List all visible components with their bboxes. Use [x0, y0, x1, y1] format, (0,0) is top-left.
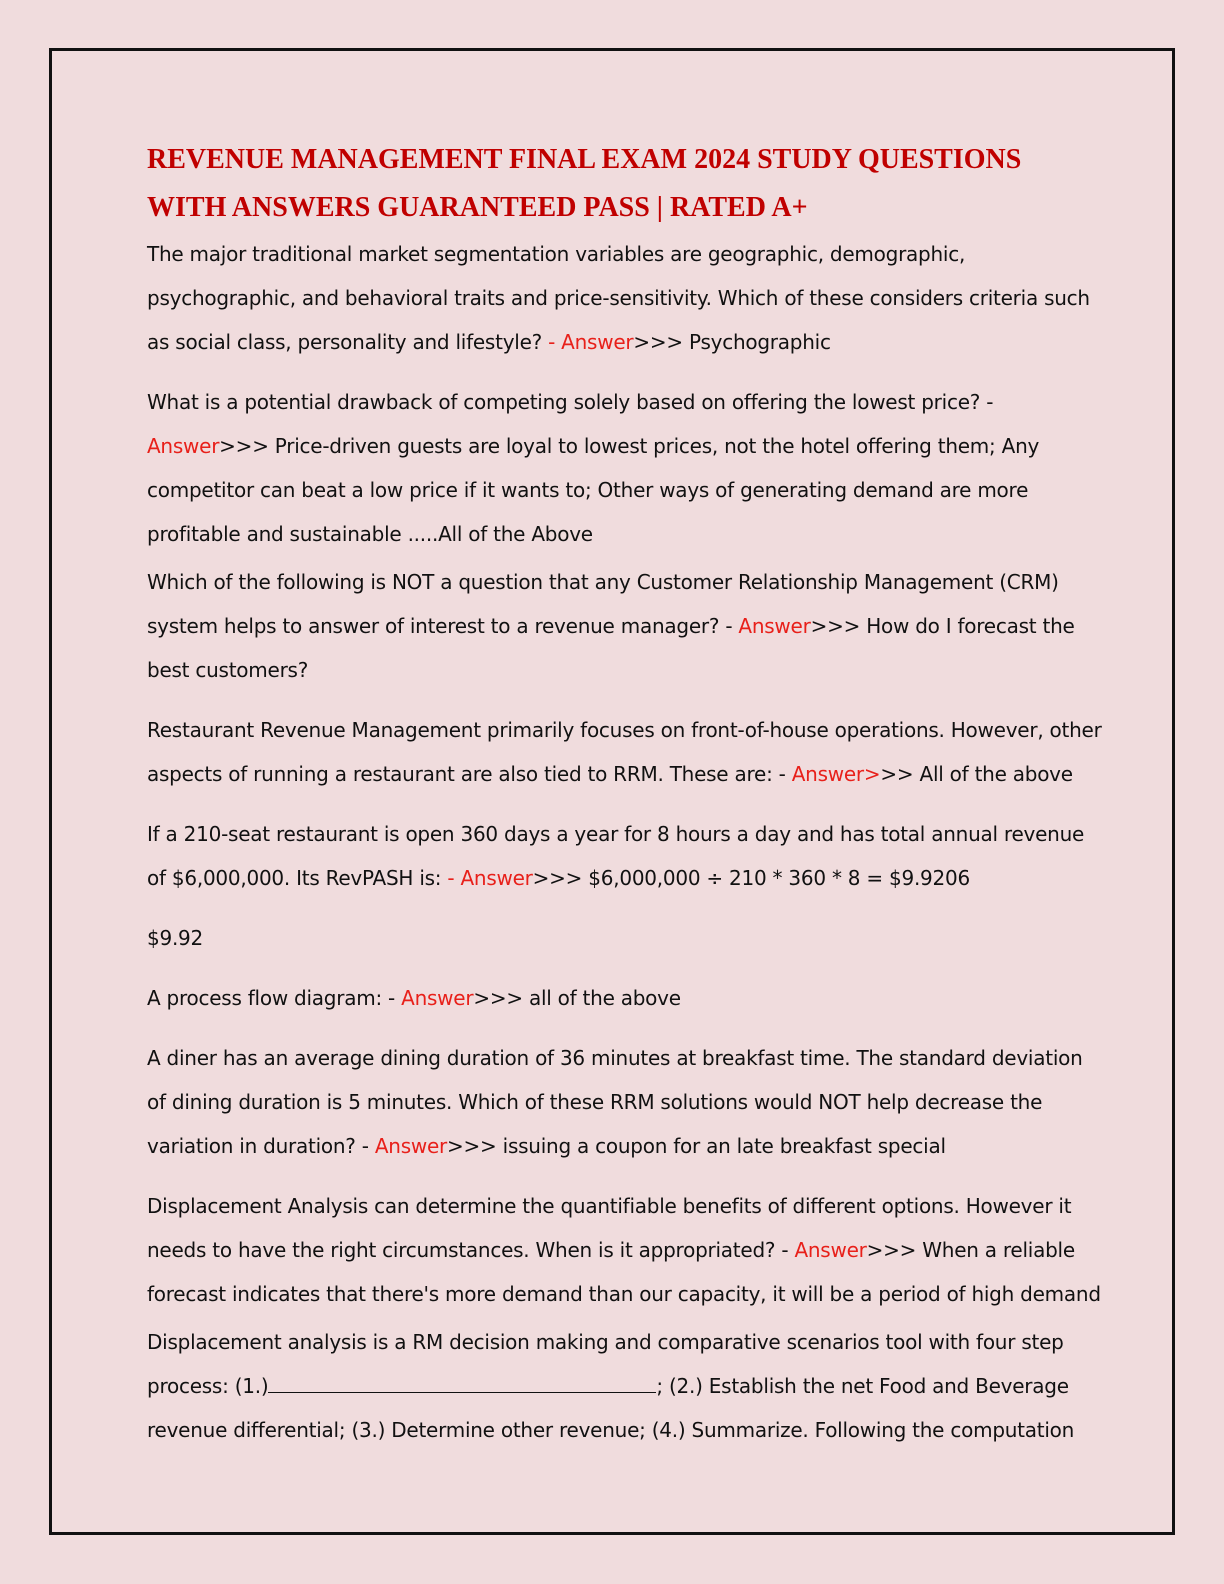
question-text: Which of the following is NOT a question that any Customer Relationship Management (CRM) system helps to answer of interest to a revenue manager? -	[147, 570, 1059, 638]
question-text: Restaurant Revenue Management primarily focuses on front-of-house operations. However, other aspects of running a restaurant are also tied to RRM. These are: -	[147, 718, 1102, 786]
answer-text: >>> When a reliable forecast indicates that there's more demand than our capacity, it will be a period of high demand	[147, 1238, 1101, 1306]
answer-text: >>> Price-driven guests are loyal to lowest prices, not the hotel offering them; Any competitor can beat a low price if it wants to; Other ways of generating demand are more profitable and sustainable .....All of the Above	[147, 434, 1040, 546]
title-line-2: WITH ANSWERS GUARANTEED PASS | RATED A+	[147, 192, 808, 223]
answer-label: Answer	[401, 986, 474, 1010]
title-line-1: REVENUE MANAGEMENT FINAL EXAM 2024 STUDY QUESTIONS	[147, 144, 1022, 175]
answer-label: - Answer	[548, 330, 634, 354]
qa-item-6	[147, 976, 1107, 1020]
qa-item-9	[147, 1320, 1107, 1452]
question-text: Displacement Analysis can determine the quantifiable benefits of different options. However it needs to have the right circumstances. When is it appropriated? -	[147, 1194, 1072, 1262]
answer-text: >>> all of the above	[473, 986, 681, 1010]
answer-text: >>> $6,000,000 ÷ 210 * 360 * 8 = $9.9206	[532, 866, 970, 890]
answer-text: >>> Psychographic	[633, 330, 831, 354]
answer-label: - Answer	[447, 866, 533, 890]
answer-label: Answer	[794, 1238, 867, 1262]
question-text: A diner has an average dining duration of 36 minutes at breakfast time. The standard deviation of dining duration is 5 minutes. Which of these RRM solutions would NOT help decrease the variation in duration? -	[147, 1046, 1083, 1158]
answer-text: >>> How do I forecast the best customers?	[147, 614, 1075, 682]
question-text: What is a potential drawback of competing solely based on offering the lowest price? -	[147, 390, 994, 414]
answer-text: >>> issuing a coupon for an late breakfast special	[447, 1134, 946, 1158]
qa-item-3	[147, 560, 1107, 692]
answer-label: Answer	[147, 434, 220, 458]
qa-item-1	[147, 232, 1107, 364]
fill-in-blank	[268, 1374, 656, 1393]
qa-item-7	[147, 1036, 1107, 1168]
document-title	[147, 136, 1107, 232]
answer-label: Answer	[738, 614, 811, 638]
answer-label: Answer>	[791, 762, 881, 786]
qa-item-4	[147, 708, 1107, 796]
question-text-start: Displacement analysis is a RM decision making and comparative scenarios tool with four step process: (1.)	[147, 1330, 1064, 1398]
standalone-answer: $9.92	[147, 926, 204, 950]
question-text: A process flow diagram: -	[147, 986, 402, 1010]
question-text-end: ; (2.) Establish the net Food and Beverage revenue differential; (3.) Determine other revenue; (4.) Summarize. Following the computation	[147, 1374, 1075, 1442]
qa-item-8	[147, 1184, 1107, 1316]
qa-item-2	[147, 380, 1107, 556]
question-text: If a 210-seat restaurant is open 360 days a year for 8 hours a day and has total annual revenue of $6,000,000. Its RevPASH is:	[147, 822, 1085, 890]
qa-item-5	[147, 812, 1107, 900]
document-body	[147, 136, 1107, 1452]
answer-text: >> All of the above	[880, 762, 1073, 786]
page-border	[49, 48, 1175, 1535]
answer-label: Answer	[374, 1134, 448, 1158]
question-text: The major traditional market segmentation variables are geographic, demographic, psychographic, and behavioral traits and price-sensitivity. Which of these considers criteria such as social class, personality and lifestyle?	[147, 242, 1090, 354]
